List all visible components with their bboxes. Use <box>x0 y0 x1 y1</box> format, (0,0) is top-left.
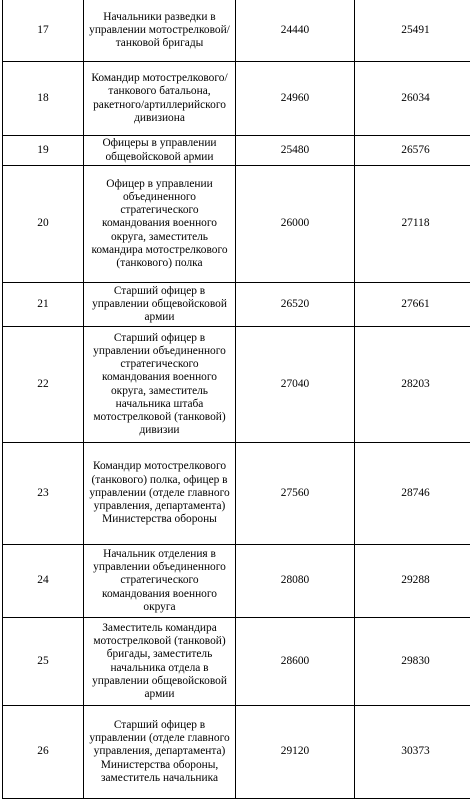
position-cell: Старший офицер в управлении объединенного стратегического командования военного округа, заместитель начальника штаба мотострелковой (танковой) дивизии <box>84 327 236 443</box>
table-row <box>3 166 470 283</box>
salary-new-cell: 30373 <box>355 706 470 799</box>
salary-old-cell: 28600 <box>236 618 355 706</box>
salary-old-cell: 27040 <box>236 327 355 443</box>
salary-old-cell: 27560 <box>236 443 355 545</box>
row-number: 17 <box>3 0 84 62</box>
salary-new-cell: 26576 <box>355 136 470 166</box>
table-row <box>3 283 470 327</box>
position-cell: Старший офицер в управлении (отделе главного управления, департамента) Министерства обороны, заместитель начальника <box>84 706 236 799</box>
row-number: 19 <box>3 136 84 166</box>
salary-new-cell: 27118 <box>355 166 470 283</box>
row-number: 23 <box>3 443 84 545</box>
row-number: 18 <box>3 62 84 136</box>
table-row <box>3 136 470 166</box>
pay-table <box>2 0 470 799</box>
position-cell: Старший офицер в управлении общевойсковой армии <box>84 283 236 327</box>
salary-new-cell: 28203 <box>355 327 470 443</box>
table-row <box>3 545 470 618</box>
row-number: 26 <box>3 706 84 799</box>
salary-old-cell: 25480 <box>236 136 355 166</box>
salary-new-cell: 27661 <box>355 283 470 327</box>
row-number: 21 <box>3 283 84 327</box>
salary-old-cell: 26520 <box>236 283 355 327</box>
table-row <box>3 327 470 443</box>
row-number: 25 <box>3 618 84 706</box>
salary-old-cell: 26000 <box>236 166 355 283</box>
position-cell: Командир мотострелкового (танкового) полка, офицер в управлении (отделе главного управления, департамента) Министерства обороны <box>84 443 236 545</box>
salary-old-cell: 24440 <box>236 0 355 62</box>
salary-old-cell: 24960 <box>236 62 355 136</box>
table-row <box>3 443 470 545</box>
table-row <box>3 0 470 62</box>
salary-old-cell: 28080 <box>236 545 355 618</box>
position-cell: Начальник отделения в управлении объединенного стратегического командования военного округа <box>84 545 236 618</box>
salary-new-cell: 29288 <box>355 545 470 618</box>
position-cell: Офицер в управлении объединенного стратегического командования военного округа, заместитель командира мотострелкового (танкового) полка <box>84 166 236 283</box>
position-cell: Заместитель командира мотострелковой (танковой) бригады, заместитель начальника отдела в управлении общевойсковой армии <box>84 618 236 706</box>
position-cell: Начальники разведки в управлении мотострелковой/танковой бригады <box>84 0 236 62</box>
table-row <box>3 62 470 136</box>
row-number: 24 <box>3 545 84 618</box>
salary-old-cell: 29120 <box>236 706 355 799</box>
salary-new-cell: 29830 <box>355 618 470 706</box>
salary-new-cell: 25491 <box>355 0 470 62</box>
salary-new-cell: 28746 <box>355 443 470 545</box>
row-number: 20 <box>3 166 84 283</box>
table-row <box>3 706 470 799</box>
salary-new-cell: 26034 <box>355 62 470 136</box>
table-row <box>3 618 470 706</box>
row-number: 22 <box>3 327 84 443</box>
position-cell: Офицеры в управлении общевойсковой армии <box>84 136 236 166</box>
position-cell: Командир мотострелкового/танкового батальона, ракетного/артиллерийского дивизиона <box>84 62 236 136</box>
